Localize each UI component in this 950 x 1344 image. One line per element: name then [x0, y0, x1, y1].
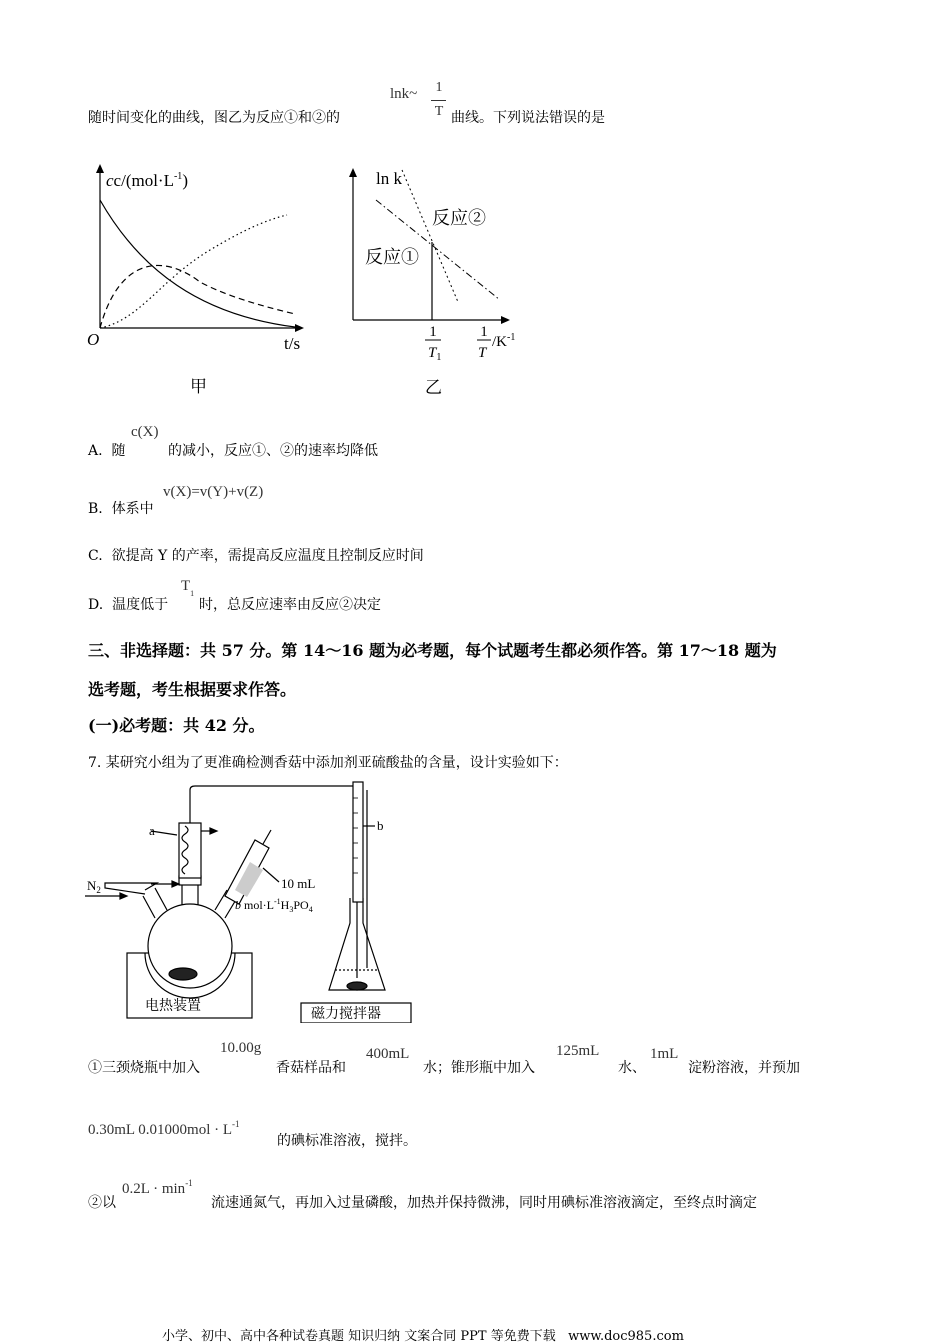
intro-line	[88, 107, 340, 127]
step1-m1: 10.00g	[220, 1040, 262, 1056]
graph-yi-x-num: 1	[480, 324, 488, 340]
funnel-label-line	[263, 868, 279, 882]
option-a-pre: 随	[111, 443, 126, 459]
graph-jia-x-label: t/s	[284, 334, 301, 353]
graph-yi-label-2: 反应②	[432, 208, 486, 228]
q7-stem: 7. 某研究小组为了更准确检测香菇中添加剂亚硫酸盐的含量，设计实验如下：	[88, 755, 568, 771]
label-heater: 电热装置	[145, 999, 201, 1014]
graph-yi-tick-num: 1	[429, 324, 437, 340]
n2-inlet-tube	[105, 883, 157, 894]
graph-jia-curve-y	[100, 265, 295, 328]
option-b-math: v(X)=v(Y)+v(Z)	[163, 484, 264, 500]
apparatus-diagram	[85, 778, 415, 1023]
step2-p1: ②以	[88, 1195, 116, 1211]
graph-jia-caption: 甲	[190, 377, 207, 396]
step1-p4: 水、	[618, 1060, 646, 1076]
graph-yi-x-den: T	[478, 345, 487, 361]
section-heading-line1: 三、非选择题：共 57 分。第 14～16 题为必考题，每个试题考生都必须作答。第 17～18 题为	[88, 641, 777, 660]
step1-p5: 淀粉溶液，并预加	[688, 1060, 800, 1076]
graph-yi-tick-den: $T_1$	[428, 345, 442, 363]
option-a-math: c(X)	[131, 424, 159, 440]
step1-m2: 400mL	[366, 1046, 410, 1062]
step1-m5: 0.30mL $0.01000mol \cdot L^{-1}$	[88, 1119, 240, 1138]
label-concentration: b $mol\cdot L^{-1}H_3PO_4$	[235, 897, 313, 914]
option-d-letter: D.	[88, 597, 104, 613]
graph-jia-y-arrow	[96, 164, 104, 173]
step1-m3: 125mL	[556, 1043, 600, 1059]
step1-p6: 的碘标准溶液，搅拌。	[277, 1133, 417, 1149]
option-c-letter: C.	[88, 548, 103, 564]
intro-frac-num: 1	[435, 80, 443, 95]
option-b-letter: B.	[88, 501, 103, 517]
label-stirrer: 磁力搅拌器	[311, 1007, 381, 1022]
option-c	[88, 545, 424, 565]
footer-text: 小学、初中、高中各种试卷真题 知识归纳 文案合同 PPT 等免费下载	[162, 1329, 556, 1344]
label-b: b	[377, 818, 384, 833]
step1-p2: 香菇样品和	[276, 1060, 346, 1076]
intro-frac-bar	[431, 100, 446, 101]
graph-yi-line-1	[402, 170, 458, 302]
graph-jia-curve-z	[100, 215, 287, 328]
option-c-pre: 欲提高 Y 的产率，需提高反应温度且控制反应时间	[111, 548, 424, 564]
graph-yi	[340, 160, 540, 400]
step2-p2: 流速通氮气，再加入过量磷酸，加热并保持微沸，同时用碘标准溶液滴定，至终点时滴定	[211, 1195, 757, 1211]
graph-yi-label-1: 反应①	[365, 247, 419, 267]
step2-m1: $0.2L \cdot \min^{-1}$	[122, 1178, 193, 1197]
intro-lnk: lnk~	[390, 86, 418, 102]
connecting-tube	[190, 786, 363, 798]
step1-p3: 水；锥形瓶中加入	[423, 1060, 535, 1076]
stir-bar	[347, 982, 367, 990]
option-d-pre: 温度低于	[112, 597, 169, 613]
graph-jia-x-arrow	[295, 324, 304, 332]
sample	[169, 968, 197, 980]
option-a	[88, 440, 125, 460]
label-volume: 10 mL	[281, 876, 316, 891]
label-a: a	[149, 823, 155, 838]
graph-jia-curve-x	[100, 200, 295, 327]
label-n2: $N_2$	[87, 878, 101, 895]
graph-jia-origin: O	[87, 330, 100, 349]
option-d-post: 时，总反应速率由反应②决定	[199, 597, 381, 613]
footer-url[interactable]: www.doc985.com	[568, 1329, 684, 1344]
section-heading-line3: (一)必考题：共 42 分。	[88, 716, 265, 735]
option-b-pre: 体系中	[111, 501, 154, 517]
graph-yi-caption: 乙	[425, 378, 442, 397]
option-a-post: 的减小，反应①、②的速率均降低	[168, 443, 378, 459]
graph-jia-y-label: $cc/(mol\cdot L^{-1})$	[106, 171, 188, 190]
graph-yi-y-arrow	[349, 168, 357, 177]
intro-prefix: 随时间变化的曲线，图乙为反应①和②的	[88, 110, 340, 126]
graph-yi-x-unit: $/K^{-1}$	[492, 332, 516, 350]
intro-frac-den: T	[434, 104, 444, 119]
graph-yi-y-label: ln k	[376, 169, 402, 188]
burette-b	[353, 782, 363, 902]
graph-jia	[80, 160, 320, 400]
step1-p1: ①三颈烧瓶中加入	[88, 1060, 200, 1076]
step1-m4: 1mL	[650, 1046, 679, 1062]
footer	[162, 1325, 684, 1344]
intro-suffix: 曲线。下列说法错误的是	[451, 110, 605, 126]
option-d-math: $T_1$	[181, 578, 195, 598]
section-heading-line2: 选考题，考生根据要求作答。	[88, 680, 297, 699]
graph-yi-x-arrow	[501, 316, 510, 324]
option-b	[88, 498, 154, 518]
option-a-letter: A.	[88, 443, 103, 459]
option-d	[88, 594, 168, 614]
